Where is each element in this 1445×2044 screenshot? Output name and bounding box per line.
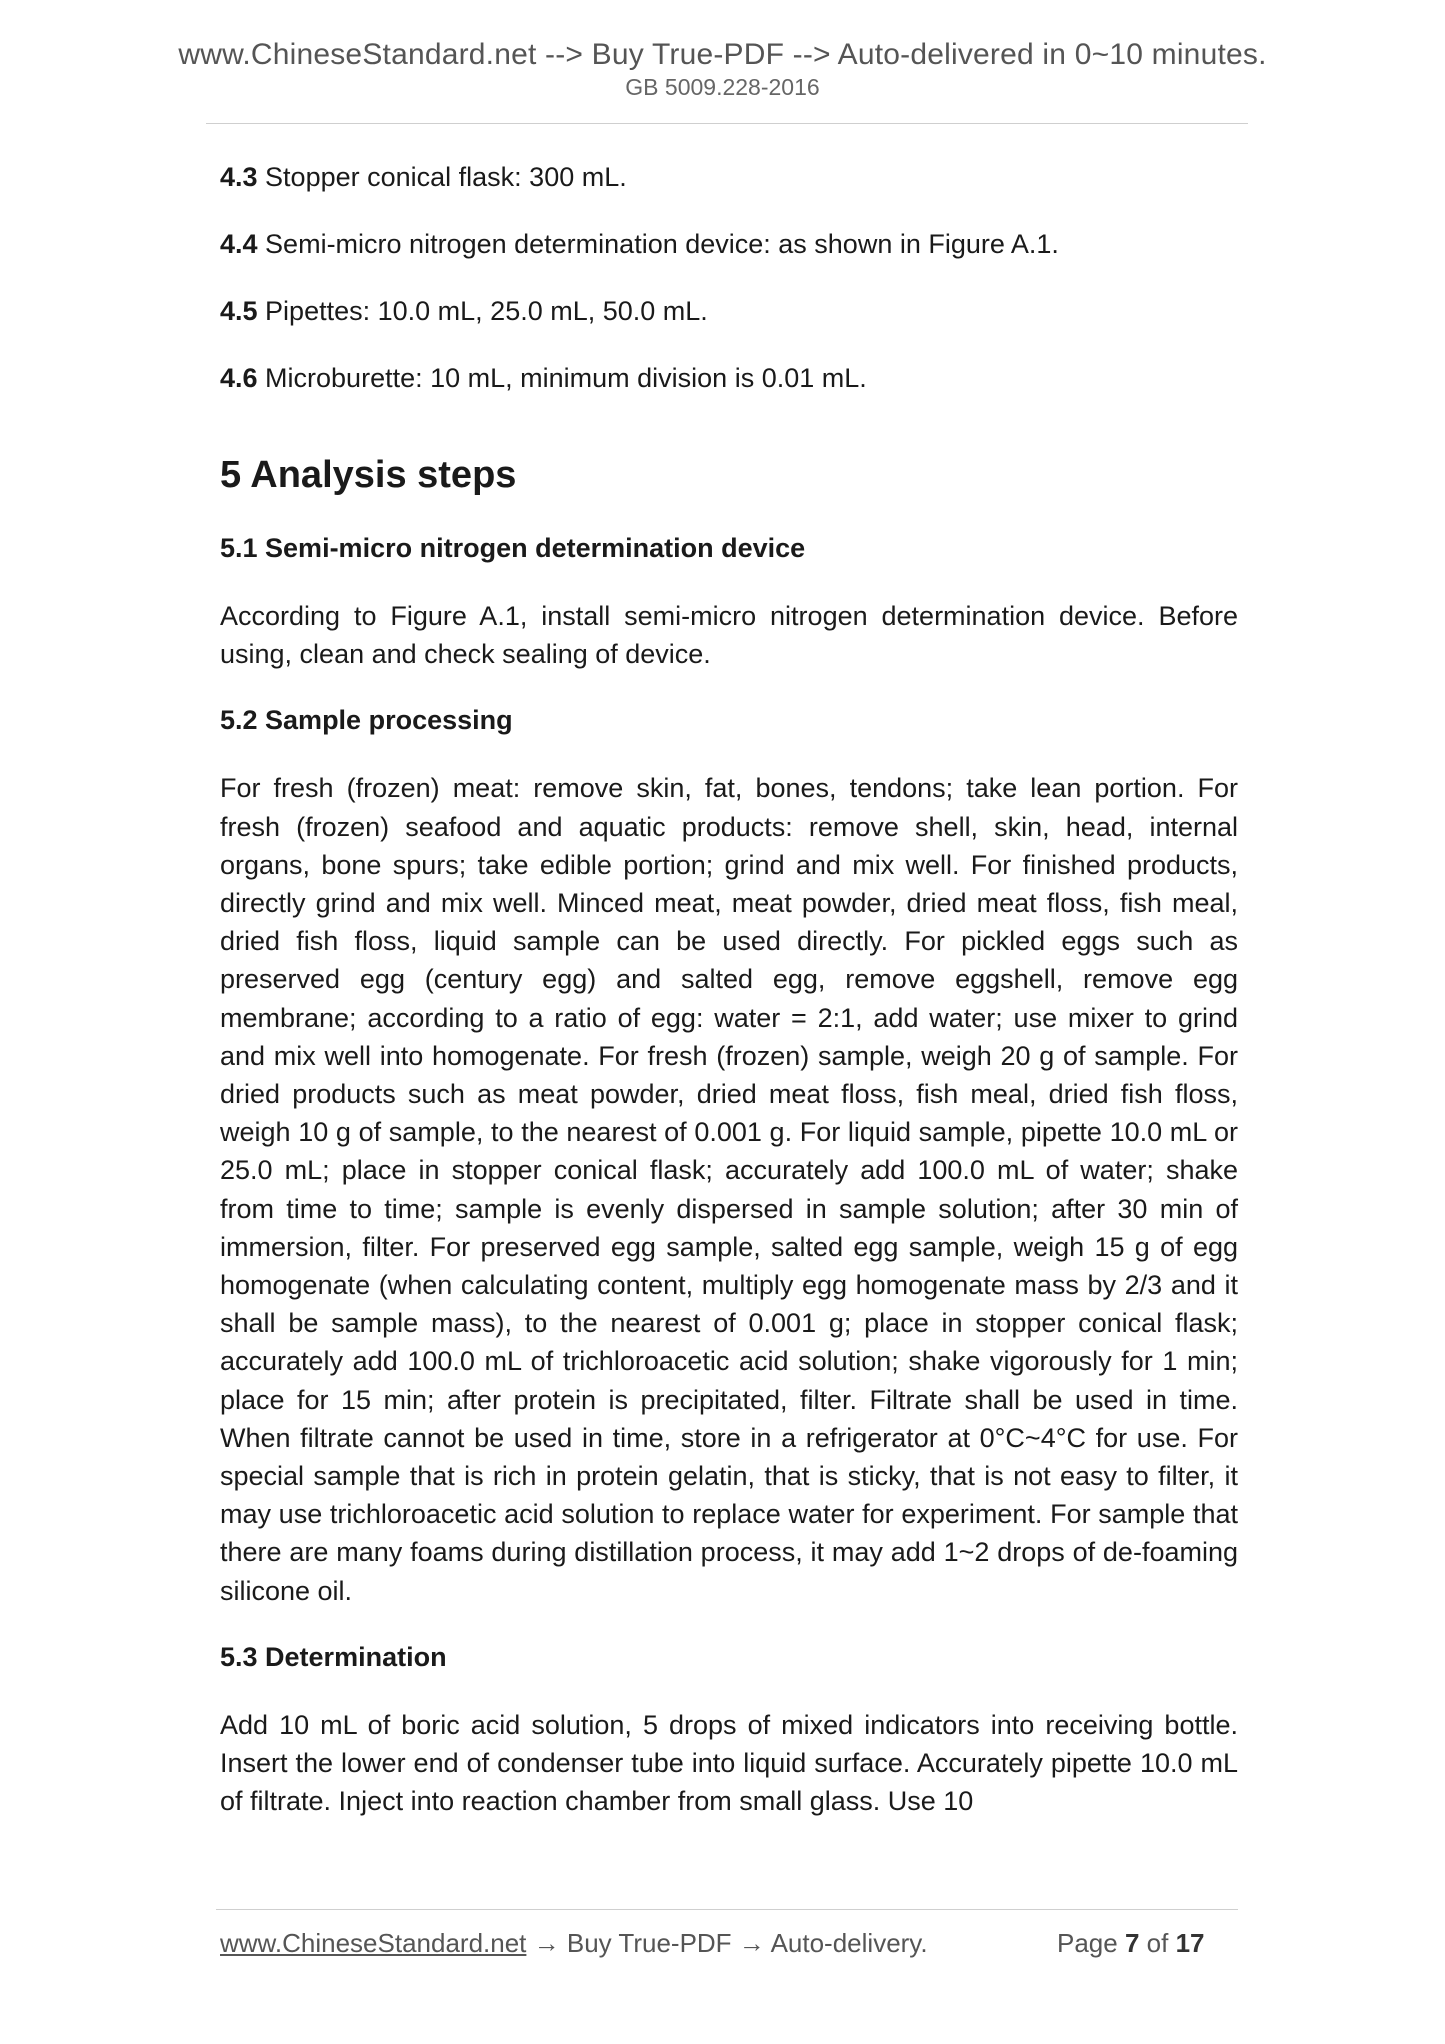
footer-tagline: → Buy True-PDF → Auto-delivery. [526,1928,928,1958]
page-label: Page [1057,1928,1125,1958]
page-body [220,160,1238,1850]
site-link[interactable]: www.ChineseStandard.net [220,1928,527,1958]
clause-text: Semi-micro nitrogen determination device: as shown in Figure A.1. [257,229,1059,259]
source-banner: www.ChineseStandard.net --> Buy True-PDF --> Auto-delivered in 0~10 minutes. [178,38,1267,71]
page-indicator [1057,1928,1204,1959]
subsection-heading-5-3: 5.3 Determination [220,1641,447,1672]
clause-number: 4.6 [220,363,258,393]
total-pages: 17 [1175,1928,1205,1958]
footer-divider [216,1909,1238,1910]
clause-text: Stopper conical flask: 300 mL. [257,162,627,192]
clause-4-4 [220,227,1238,261]
clause-number: 4.5 [220,296,258,326]
clause-4-5 [220,294,1238,328]
of-label: of [1139,1928,1176,1958]
footer-promo [220,1928,928,1959]
subsection-heading-5-1: 5.1 Semi-micro nitrogen determination device [220,533,806,563]
paragraph-5-2: For fresh (frozen) meat: remove skin, fat, bones, tendons; take lean portion. For fresh (frozen) seafood and aquatic products: remove shell, skin, head, internal organs, bone spurs; take edible portion; grind and mix well. For finished products, directly grind and mix well. Minced meat, meat powder, dried meat floss, fish meal, dried fish floss, liquid sample can be used directly. For pickled eggs such as preserved egg (century egg) and salted egg, remove eggshell, remove egg membrane; according to a ratio of egg: water = 2:1, add water; use mixer to grind and mix well into homogenate. For fresh (frozen) sample, weigh 20 g of sample. For dried products such as meat powder, dried meat floss, fish meal, dried fish floss, weigh 10 g of sample, to the nearest of 0.001 g. For liquid sample, pipette 10.0 mL or 25.0 mL; place in stopper conical flask; accurately add 100.0 mL of water; shake from time to time; sample is evenly dispersed in sample solution; after 30 min of immersion, filter. For preserved egg sample, salted egg sample, weigh 15 g of egg homogenate (when calculating content, multiply egg homogenate mass by 2/3 and it shall be sample mass), to the nearest of 0.001 g; place in stopper conical flask; accurately add 100.0 mL of trichloroacetic acid solution; shake vigorously for 1 min; place for 15 min; after protein is precipitated, filter. Filtrate shall be used in time. When filtrate cannot be used in time, store in a refrigerator at 0°C~4°C for use. For special sample that is rich in protein gelatin, that is sticky, that is not easy to filter, it may use trichloroacetic acid solution to replace water for experiment. For sample that there are many foams during distillation process, it may add 1~2 drops of de-foaming silicone oil. [220,773,1238,1606]
page-number: 7 [1124,1928,1140,1958]
clause-4-3 [220,160,1238,194]
document-code: GB 5009.228-2016 [625,74,820,100]
clause-4-6 [220,361,1238,395]
clause-number: 4.4 [220,229,258,259]
paragraph-5-1: According to Figure A.1, install semi-micro nitrogen determination device. Before using, clean and check sealing of device. [220,601,1238,670]
clause-text: Microburette: 10 mL, minimum division is 0.01 mL. [257,363,867,393]
paragraph-5-3: Add 10 mL of boric acid solution, 5 drops of mixed indicators into receiving bottle. Insert the lower end of condenser tube into liquid surface. Accurately pipette 10.0 mL of filtrate. Inject into reaction chamber from small glass. Use 10 [220,1709,1238,1817]
clause-number: 4.3 [220,162,258,192]
subsection-heading-5-2: 5.2 Sample processing [220,705,513,736]
section-heading-5: 5 Analysis steps [220,454,517,496]
clause-text: Pipettes: 10.0 mL, 25.0 mL, 50.0 mL. [257,296,708,326]
header-divider [206,123,1248,124]
